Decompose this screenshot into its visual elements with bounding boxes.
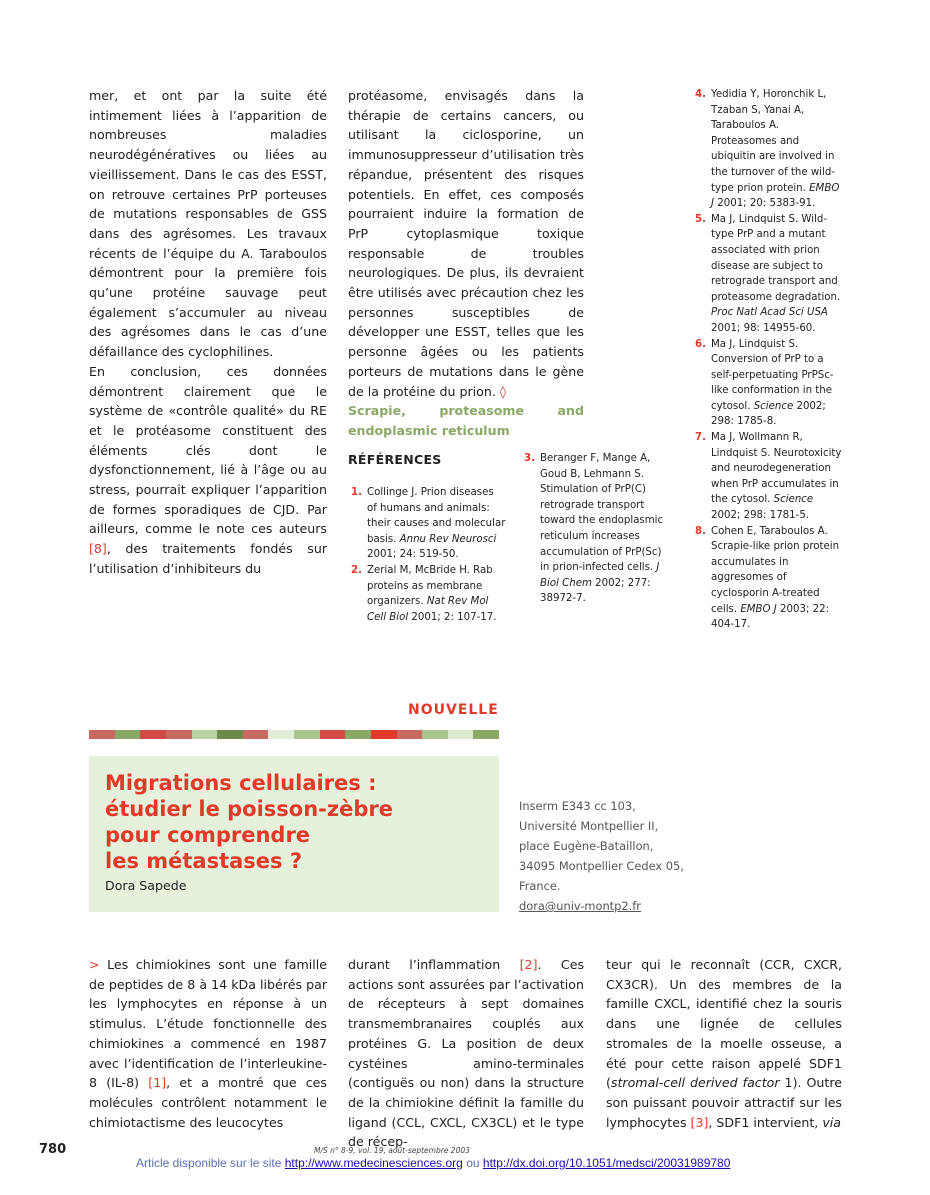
availability-or: ou — [466, 1156, 480, 1170]
top-col2-paragraph — [348, 86, 584, 401]
color-bar-segment — [192, 730, 218, 739]
top-col1-paragraph-2-tail: , des traitements fondés sur l’utilisation d’inhibiteurs du — [89, 541, 327, 576]
color-bar-segment — [448, 730, 474, 739]
reference-text: Cohen E, Taraboulos A. Scrapie-like prion protein accumulates in aggresomes of cyclosporin A-treated cells. EMBO J 2003; 22: 404-17. — [711, 525, 840, 631]
page-number: 780 — [39, 1142, 67, 1157]
top-col1-paragraph-1: mer, et ont par la suite été intimement liées à l’apparition de nombreuses maladies neurodégénératives ou liées au vieillissement. Dans le cas des ESST, on retrouve certaines PrP porteuses de mutations responsables de GSS dans des agrésomes. Les travaux récents de l’équipe du A. Taraboulos démontrent pour la première fois qu’une protéine sauvage peut également s’accumuler au niveau des agrésomes dans le cas d’une défaillance des cyclophilines. — [89, 88, 327, 360]
reference-number: 4. — [695, 89, 706, 100]
author-affiliation — [519, 796, 719, 916]
affiliation-line-1: Inserm E343 cc 103, — [519, 799, 636, 813]
color-bar-segment — [345, 730, 371, 739]
article-availability-line — [136, 1156, 730, 1170]
article-title — [105, 770, 393, 874]
top-column-1 — [89, 86, 327, 579]
body-col3-paragraph — [606, 955, 842, 1132]
top-col2-text: protéasome, envisagés dans la thérapie de certains cancers, ou utilisant la ciclosporine, un immunosuppresseur d’utilisation très répandue, présentent des risques potentiels. En effet, ces composés pourraient induire la formation de PrP cytoplasmique toxique responsable de troubles neurologiques. De plus, ils devraient être utilisés avec précaution chez les personnes susceptibles de développer une ESST, telles que les personne âgées ou les patients porteurs de mutations dans le gène de la protéine du prion. — [348, 88, 584, 399]
reference-number: 1. — [351, 487, 362, 498]
section-color-bar — [89, 730, 499, 739]
citation-link-8[interactable]: [8] — [89, 541, 107, 557]
color-bar-segment — [89, 730, 115, 739]
reference-item-7 — [692, 430, 844, 524]
color-bar-segment — [422, 730, 448, 739]
body-col3-text-b: 1). Outre son puissant pouvoir attractif sur les lymphocytes — [606, 1075, 842, 1130]
title-line-4: les métastases ? — [105, 849, 303, 873]
reference-item-1 — [348, 485, 506, 563]
body-col2-paragraph — [348, 955, 584, 1152]
reference-number: 8. — [695, 525, 706, 537]
body-col3-via: via — [822, 1114, 842, 1130]
journal-reference: M/S n° 8-9, vol. 19, août-septembre 2003 — [314, 1146, 470, 1155]
availability-prefix: Article disponible sur le site — [136, 1156, 282, 1170]
affiliation-line-3: place Eugène-Bataillon, — [519, 839, 654, 853]
doi-link[interactable]: http://dx.doi.org/10.1051/medsci/20031989780 — [482, 1156, 731, 1170]
lead-arrow-icon: > — [89, 957, 100, 972]
reference-text: Zerial M, McBride H. Rab proteins as membrane organizers. Nat Rev Mol Cell Biol 2001; 2: 107-17. — [367, 564, 497, 623]
reference-item-3 — [521, 451, 671, 607]
keywords: Scrapie, proteasome and endoplasmic reticulum — [348, 403, 584, 438]
reference-text: Beranger F, Mange A, Goud B, Lehmann S. Stimulation of PrP(C) retrograde transport toward the endoplasmic reticulum increases accumulation of PrP(Sc) in prion-infected cells. J Biol Chem 2002; 277: 38972-7. — [540, 453, 664, 605]
reference-text: Yedidia Y, Horonchik L, Tzaban S, Yanai A, Taraboulos A. Proteasomes and ubiquitin are involved in the turnover of the wild-type prion protein. EMBO J 2001; 20: 5383-91. — [711, 89, 840, 210]
affiliation-line-2: Université Montpellier II, — [519, 819, 659, 833]
citation-link-3[interactable]: [3] — [690, 1114, 709, 1130]
color-bar-segment — [320, 730, 346, 739]
article-author: Dora Sapede — [105, 878, 187, 893]
color-bar-segment — [243, 730, 269, 739]
reference-number: 3. — [524, 453, 535, 464]
reference-item-2 — [348, 563, 506, 625]
reference-number: 5. — [695, 213, 706, 225]
reference-item-8 — [692, 524, 844, 633]
reference-number: 6. — [695, 338, 706, 350]
references-column-1 — [348, 485, 506, 625]
reference-text: Ma J, Wollmann R, Lindquist S. Neurotoxicity and neurodegeneration when PrP accumulates in the cytosol. Science 2002; 298: 1781-5. — [711, 432, 842, 522]
color-bar-segment — [268, 730, 294, 739]
references-column-2 — [521, 451, 671, 607]
references-column-3 — [692, 87, 844, 633]
color-bar-segment — [473, 730, 499, 739]
color-bar-segment — [115, 730, 141, 739]
reference-text: Ma J, Lindquist S. Conversion of PrP to a self-perpetuating PrPSc-like conformation in the cytosol. Science 2002; 298: 1785-8. — [711, 338, 834, 428]
section-label: NOUVELLE — [408, 702, 499, 718]
article-title-box — [89, 756, 499, 912]
reference-text: Collinge J. Prion diseases of humans and animals: their causes and molecular basis. Annu Rev Neurosci 2001; 24: 519-50. — [367, 487, 506, 561]
site-link[interactable]: http://www.medecinesciences.org — [284, 1156, 463, 1170]
body-col1-text-b: , et a montré que ces molécules contrôlent notamment le chimiotactisme des leucocytes — [89, 1075, 327, 1130]
body-col3-italic: stromal-cell derived factor — [610, 1075, 780, 1091]
reference-item-5 — [692, 212, 844, 337]
affiliation-line-4: 34095 Montpellier Cedex 05, — [519, 859, 684, 873]
reference-text: Ma J, Lindquist S. Wild-type PrP and a mutant associated with prion disease are subject to retrograde transport and proteasome degradation. Proc Natl Acad Sci USA 2001; 98: 14955-60. — [711, 213, 841, 334]
title-line-2: étudier le poisson-zèbre — [105, 797, 393, 821]
color-bar-segment — [371, 730, 397, 739]
reference-number: 2. — [351, 564, 362, 576]
color-bar-segment — [294, 730, 320, 739]
author-email-link[interactable]: dora@univ-montp2.fr — [519, 899, 641, 913]
title-line-1: Migrations cellulaires : — [105, 771, 377, 795]
citation-link-2[interactable]: [2] — [519, 957, 538, 972]
body-col3-text-a: teur qui le reconnaît (CCR, CXCR, CX3CR). Un des membres de la famille CXCL, identifié chez la souris dans une lignée de cellules stromales de la moelle osseuse, a été pour cette raison appelé SDF1 ( — [606, 957, 842, 1091]
citation-link-1[interactable]: [1] — [148, 1075, 167, 1091]
body-col1-text-a: Les chimiokines sont une famille de peptides de 8 à 14 kDa libérés par les lymphocytes en réponse à un stimulus. L’étude fonctionnelle des chimiokines a commencé en 1987 avec l’identification de l’interleukine-8 (IL-8) — [89, 957, 327, 1091]
color-bar-segment — [140, 730, 166, 739]
body-col2-text-b: . Ces actions sont assurées par l’activation de récepteurs à sept domaines transmembranaires couplés aux protéines G. La position de deux cystéines amino-terminales (contiguës ou non) dans la structure de la chimiokine définit la famille du ligand (CCL, CXCL, CX3CL) et le type de récep- — [348, 957, 584, 1150]
color-bar-segment — [397, 730, 423, 739]
body-col3-text-c: , SDF1 intervient, — [708, 1114, 819, 1130]
body-col1-paragraph — [89, 955, 327, 1132]
top-col1-paragraph-2-text: En conclusion, ces données démontrent clairement que le système de «contrôle qualité» du RE et le protéasome constituent des éléments clés dont le dysfonctionnement, lié à l’âge ou au stress, pourrait expliquer l’apparition de formes sporadiques de CJD. Par ailleurs, comme le note ces auteurs — [89, 363, 327, 537]
body-column-1 — [89, 955, 327, 1132]
end-mark-icon: ◊ — [499, 383, 507, 399]
top-col1-paragraph-2 — [89, 362, 327, 579]
body-column-3 — [606, 955, 842, 1132]
reference-number: 7. — [695, 432, 706, 444]
color-bar-segment — [166, 730, 192, 739]
body-col2-text-a: durant l’inflammation — [348, 957, 501, 972]
reference-item-6 — [692, 337, 844, 431]
top-column-2 — [348, 86, 584, 441]
title-line-3: pour comprendre — [105, 823, 311, 847]
reference-item-4 — [692, 87, 844, 212]
color-bar-segment — [217, 730, 243, 739]
affiliation-line-5: France. — [519, 879, 561, 893]
body-column-2 — [348, 955, 584, 1152]
references-heading: RÉFÉRENCES — [348, 452, 442, 467]
